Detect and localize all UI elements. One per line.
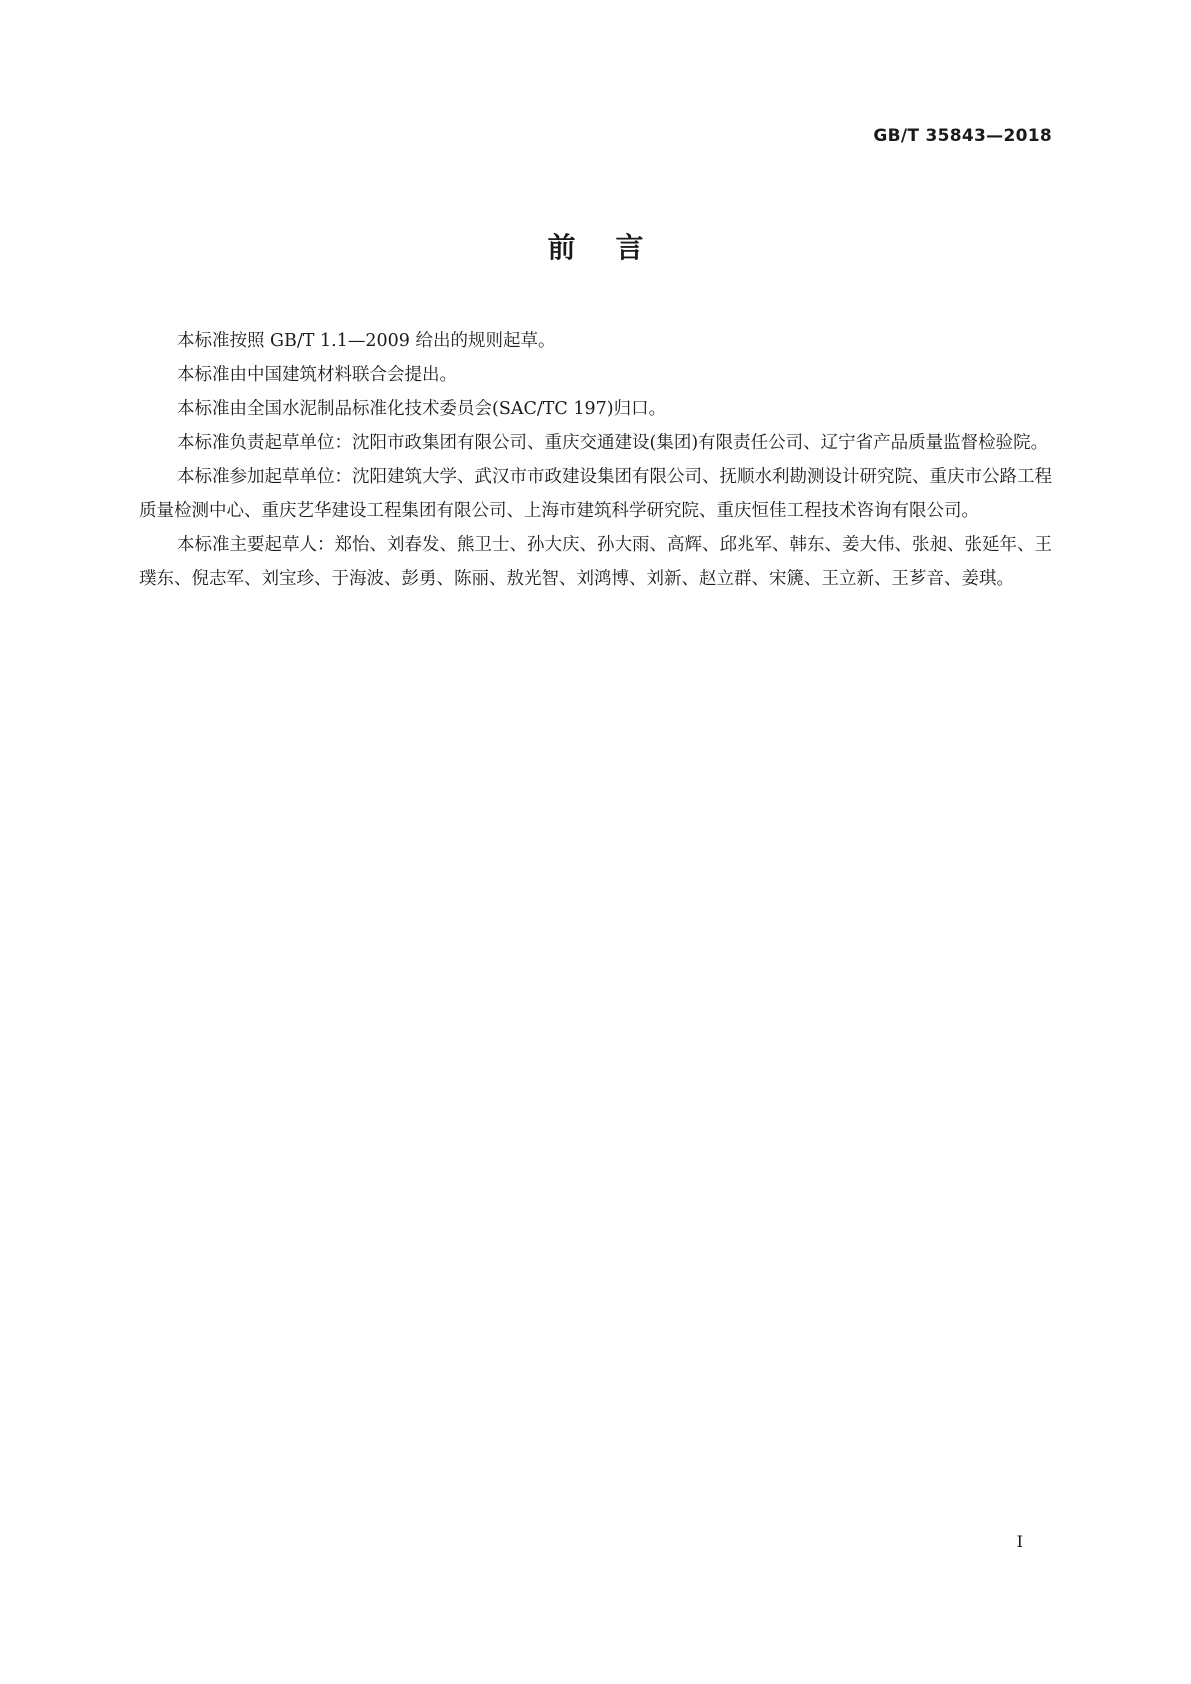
page-title: 前言: [547, 231, 684, 264]
paragraph-technical-committee: 本标准由全国水泥制品标准化技术委员会(SAC/TC 197)归口。: [177, 399, 667, 419]
paragraph-proposer: 本标准由中国建筑材料联合会提出。: [177, 365, 457, 385]
standard-number: GB/T 35843—2018: [873, 126, 1052, 146]
paragraph-lead-drafting-units: 本标准负责起草单位：沈阳市政集团有限公司、重庆交通建设(集团)有限责任公司、辽宁省产品质量监督检验院。: [177, 433, 1049, 453]
paragraph-main-drafters: 本标准主要起草人：郑怡、刘春发、熊卫士、孙大庆、孙大雨、高辉、邱兆军、韩东、姜大伟、张昶、张延年、王璞东、倪志军、刘宝珍、于海波、彭勇、陈丽、敖光智、刘鸿博、刘新、赵立群、宋篪、王立新、王芗音、姜琪。: [139, 535, 1052, 589]
page-number: I: [1016, 1532, 1023, 1551]
foreword-body: [139, 324, 1052, 596]
paragraph-drafting-rules: 本标准按照 GB/T 1.1—2009 给出的规则起草。: [177, 331, 556, 351]
paragraph-participating-units: 本标准参加起草单位：沈阳建筑大学、武汉市市政建设集团有限公司、抚顺水利勘测设计研究院、重庆市公路工程质量检测中心、重庆艺华建设工程集团有限公司、上海市建筑科学研究院、重庆恒佳工程技术咨询有限公司。: [139, 467, 1052, 521]
